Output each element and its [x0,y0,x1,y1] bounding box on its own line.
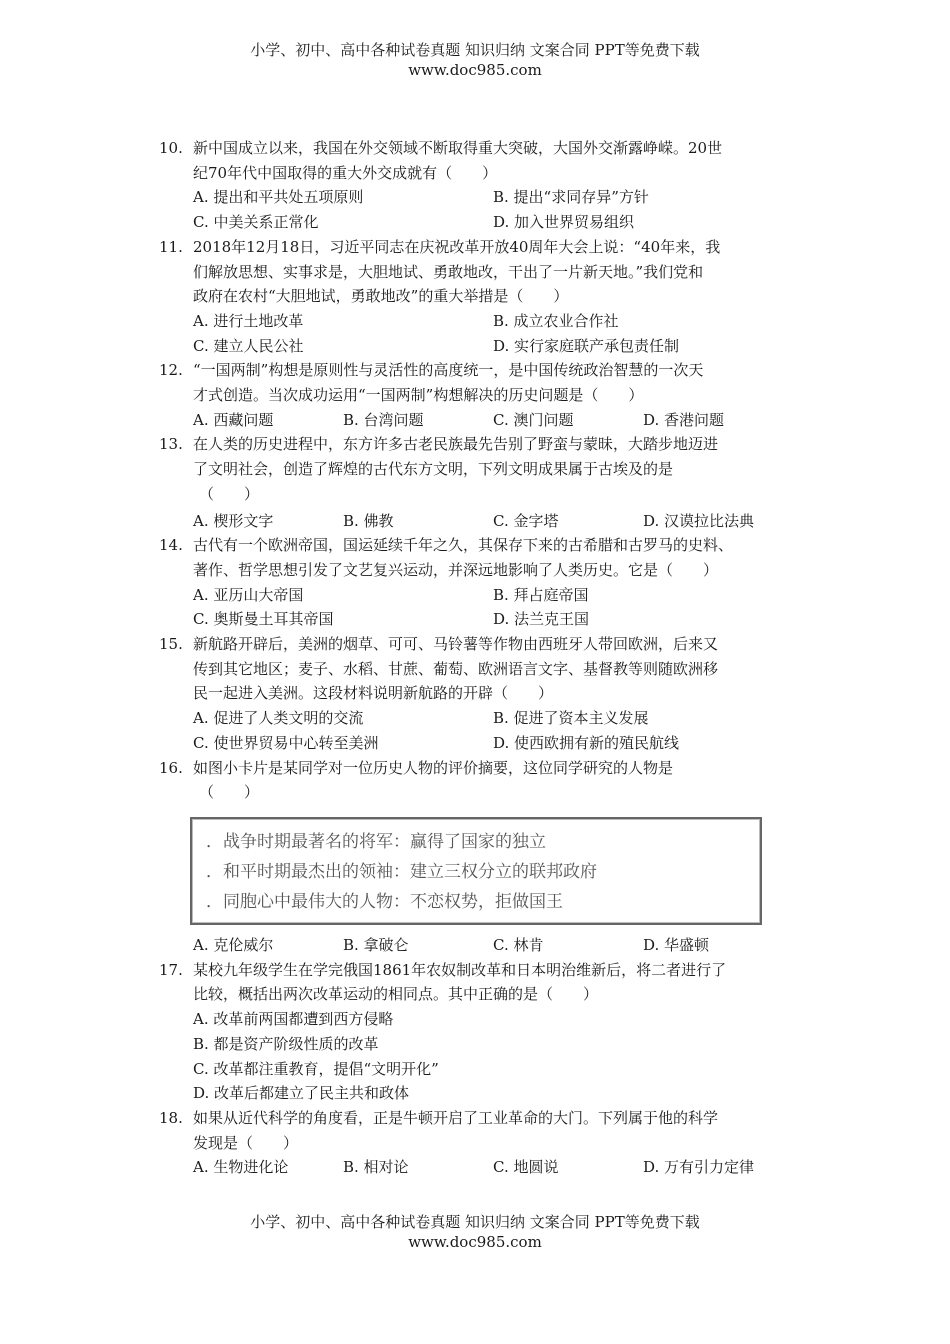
option-a: A. 生物进化论 [193,1158,289,1177]
question-list [159,136,799,1180]
option-a: A. 提出和平共处五项原则 [193,188,364,207]
option-b: B. 促进了资本主义发展 [493,709,649,728]
option-c: C. 澳门问题 [493,410,574,429]
stem-line: 了文明社会，创造了辉煌的古代东方文明，下列文明成果属于古埃及的是 [193,460,674,479]
option-b: B. 佛教 [343,511,394,530]
option-d: D. 使西欧拥有新的殖民航线 [493,733,680,752]
question-stem [193,1106,799,1155]
option-d: D. 法兰克王国 [493,610,590,629]
option-d: D. 实行家庭联产承包责任制 [493,336,680,355]
option-b: B. 拿破仑 [343,935,409,954]
stem-line: （ ） [199,484,260,503]
option-a: A. 楔形文字 [193,511,274,530]
question-13 [159,432,799,533]
options [193,706,799,755]
stem-line: 纪70年代中国取得的重大外交成就有（ ） [193,163,498,182]
question-14 [159,533,799,632]
option-d: D. 香港问题 [643,410,725,429]
option-c: C. 林肯 [493,935,544,954]
question-stem [193,958,799,1007]
question-number: 14. [159,536,183,555]
card-line: ．战争时期最著名的将军：赢得了国家的独立 [206,831,546,852]
page-footer [0,1212,950,1252]
stem-line: 民一起进入美洲。这段材料说明新航路的开辟（ ） [193,684,554,703]
footer-url: www.doc985.com [408,1233,542,1251]
stem-line: 新中国成立以来，我国在外交领域不断取得重大突破，大国外交渐露峥嵘。20世 [193,139,723,157]
options [193,1155,799,1180]
option-c: C. 中美关系正常化 [193,213,319,232]
option-a: A. 改革前两国都遭到西方侵略 [193,1010,394,1029]
question-stem [193,432,799,506]
options [193,583,799,632]
option-c: C. 金字塔 [493,511,559,530]
option-d: D. 华盛顿 [643,935,710,954]
stem-line: 发现是（ ） [193,1133,299,1152]
stem-line: （ ） [199,783,260,802]
stem-line: 在人类的历史进程中，东方许多古老民族最先告别了野蛮与蒙昧，大踏步地迈进 [193,435,719,454]
question-stem [193,358,799,407]
question-number: 18. [159,1108,183,1127]
option-b: B. 相对论 [343,1158,409,1177]
question-stem [193,756,799,805]
question-12 [159,358,799,432]
question-stem [193,136,799,185]
question-stem [193,632,799,706]
stem-line: 政府在农村“大胆地试，勇敢地改”的重大举措是（ ） [193,287,569,306]
footer-line-1: 小学、初中、高中各种试卷真题 知识归纳 文案合同 PPT等免费下载 [250,1213,700,1231]
question-number: 11. [159,237,183,256]
question-11 [159,235,799,359]
question-number: 12. [159,361,183,380]
option-d: D. 加入世界贸易组织 [493,213,635,232]
option-c: C. 地圆说 [493,1158,559,1177]
stem-line: 2018年12月18日，习近平同志在庆祝改革开放40周年大会上说：“40年来，我 [193,237,721,256]
card-line: ．和平时期最杰出的领袖：建立三权分立的联邦政府 [206,861,597,882]
stem-line: “一国两制”构想是原则性与灵活性的高度统一，是中国传统政治智慧的一次天 [193,361,704,380]
option-b: B. 拜占庭帝国 [493,585,589,604]
option-c: C. 建立人民公社 [193,336,304,355]
stem-line: 传到其它地区；麦子、水稻、甘蔗、葡萄、欧洲语言文字、基督教等则随欧洲移 [193,659,719,678]
question-16 [159,756,799,958]
option-d: D. 改革后都建立了民主共和政体 [193,1084,410,1103]
question-number: 10. [159,139,183,157]
question-number: 13. [159,435,183,454]
option-b: B. 提出“求同存异”方针 [493,188,649,207]
option-d: D. 汉谟拉比法典 [643,511,755,530]
question-number: 16. [159,758,183,777]
question-10 [159,136,799,235]
stem-line: 如图小卡片是某同学对一位历史人物的评价摘要，这位同学研究的人物是 [193,758,674,777]
option-c: C. 奥斯曼土耳其帝国 [193,610,334,629]
options [193,1007,799,1106]
question-17 [159,958,799,1106]
figure-card [190,817,762,925]
question-number: 17. [159,960,183,979]
option-c: C. 改革都注重教育，提倡“文明开化” [193,1059,439,1078]
options [193,509,799,534]
header-line-1: 小学、初中、高中各种试卷真题 知识归纳 文案合同 PPT等免费下载 [250,41,700,59]
option-b: B. 台湾问题 [343,410,424,429]
header-url: www.doc985.com [408,61,542,79]
stem-line: 古代有一个欧洲帝国，国运延续千年之久，其保存下来的古希腊和古罗马的史料、 [193,536,734,555]
options [193,185,799,234]
stem-line: 才式创造。当次成功运用“一国两制”构想解决的历史问题是（ ） [193,386,644,405]
option-a: A. 克伦威尔 [193,935,274,954]
options [193,408,799,433]
page-header [0,40,950,80]
stem-line: 某校九年级学生在学完俄国1861年农奴制改革和日本明治维新后，将二者进行了 [193,960,727,979]
question-number: 15. [159,635,183,654]
stem-line: 比较，概括出两次改革运动的相同点。其中正确的是（ ） [193,985,599,1004]
option-a: A. 促进了人类文明的交流 [193,709,364,728]
options [193,933,799,958]
option-a: A. 亚历山大帝国 [193,585,304,604]
question-stem [193,235,799,309]
card-line: ．同胞心中最伟大的人物：不恋权势，拒做国王 [206,891,563,912]
stem-line: 们解放思想、实事求是，大胆地试、勇敢地改，干出了一片新天地。”我们党和 [193,262,704,281]
question-15 [159,632,799,756]
option-c: C. 使世界贸易中心转至美洲 [193,733,379,752]
question-stem [193,533,799,582]
stem-line: 如果从近代科学的角度看，正是牛顿开启了工业革命的大门。下列属于他的科学 [193,1108,719,1127]
options [193,309,799,358]
question-18 [159,1106,799,1180]
option-b: B. 成立农业合作社 [493,311,619,330]
option-a: A. 进行土地改革 [193,311,304,330]
stem-line: 著作、哲学思想引发了文艺复兴运动，并深远地影响了人类历史。它是（ ） [193,560,719,579]
option-b: B. 都是资产阶级性质的改革 [193,1034,379,1053]
option-a: A. 西藏问题 [193,410,274,429]
stem-line: 新航路开辟后，美洲的烟草、可可、马铃薯等作物由西班牙人带回欧洲，后来又 [193,635,719,654]
option-d: D. 万有引力定律 [643,1158,755,1177]
